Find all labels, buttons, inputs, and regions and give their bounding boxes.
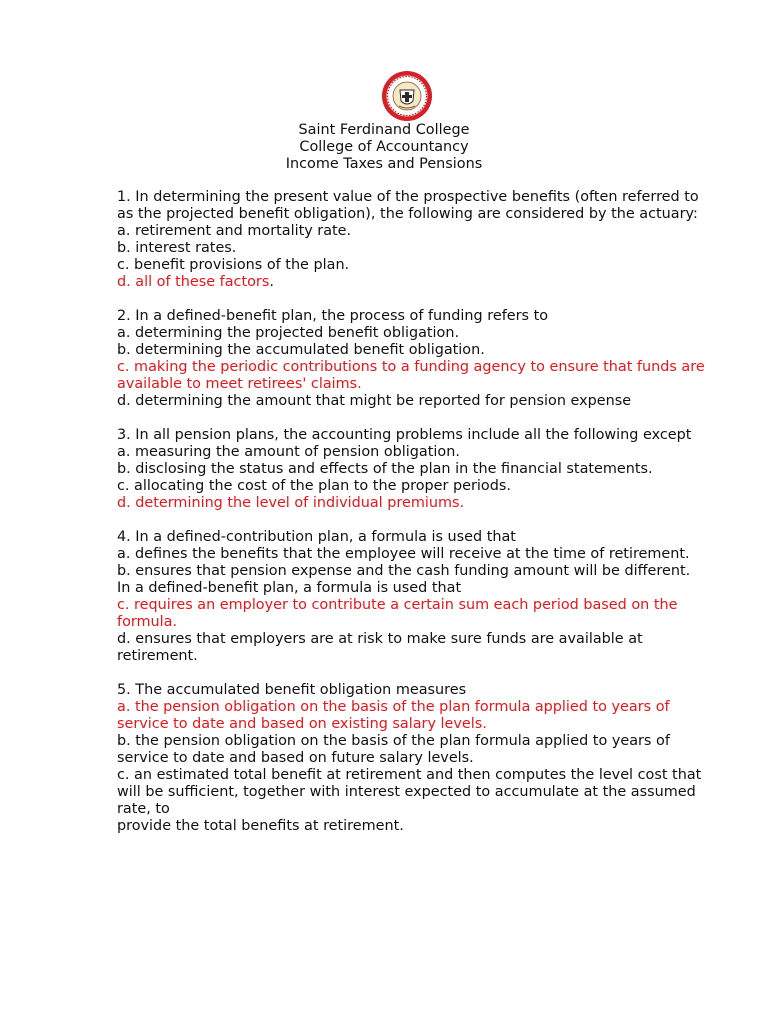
spacer	[117, 291, 717, 308]
question-1-stem: 1. In determining the present value of the prospective benefits (often referred to as the projected benefit obligation), the following are considered by the actuary:	[117, 189, 699, 222]
question-2-stem: 2. In a defined-benefit plan, the process of funding refers to	[117, 308, 549, 324]
spacer	[117, 512, 717, 529]
question-2-answer-line-2: available to meet retirees' claims.	[117, 376, 362, 392]
question-4-option-d: d. ensures that employers are at risk to make sure funds are available at retirement.	[117, 631, 643, 664]
question-3-stem: 3. In all pension plans, the accounting problems include all the following except	[117, 427, 692, 443]
question-1-answer: d. all of these factors	[117, 274, 270, 290]
question-1-answer-tail: .	[269, 274, 274, 290]
question-5-stem: 5. The accumulated benefit obligation measures	[117, 682, 467, 698]
question-2-answer-line-1: c. making the periodic contributions to a funding agency to ensure that funds are	[117, 359, 705, 375]
question-4-option-b: b. ensures that pension expense and the cash funding amount will be different.	[117, 563, 691, 579]
question-2-option-d: d. determining the amount that might be reported for pension expense	[117, 393, 632, 409]
question-5-option-b: b. the pension obligation on the basis of the plan formula applied to years of service to date and based on future salary levels.	[117, 733, 670, 766]
question-2-option-a: a. determining the projected benefit obligation.	[117, 325, 460, 341]
question-5-option-c-line-2: provide the total benefits at retirement.	[117, 818, 404, 834]
question-1-option-c: c. benefit provisions of the plan.	[117, 257, 350, 273]
question-3-option-a: a. measuring the amount of pension obligation.	[117, 444, 460, 460]
question-4-stem: 4. In a defined-contribution plan, a formula is used that	[117, 529, 516, 545]
subject-title: Income Taxes and Pensions	[285, 156, 483, 172]
question-1-option-a: a. retirement and mortality rate.	[117, 223, 352, 239]
spacer	[117, 665, 717, 682]
department-name: College of Accountancy	[299, 139, 469, 155]
question-4-extra-stem: In a defined-benefit plan, a formula is used that	[117, 580, 462, 596]
question-1-option-d	[117, 274, 717, 291]
question-5-answer: a. the pension obligation on the basis of the plan formula applied to years of service to date and based on existing salary levels.	[117, 699, 670, 732]
question-3-option-c: c. allocating the cost of the plan to the proper periods.	[117, 478, 511, 494]
questions-section	[117, 189, 717, 835]
spacer	[117, 410, 717, 427]
question-3-option-b: b. disclosing the status and effects of the plan in the financial statements.	[117, 461, 653, 477]
question-4-answer: c. requires an employer to contribute a certain sum each period based on the formula.	[117, 597, 678, 630]
question-1-option-b: b. interest rates.	[117, 240, 237, 256]
question-4-option-a: a. defines the benefits that the employee will receive at the time of retirement.	[117, 546, 690, 562]
question-2-option-b: b. determining the accumulated benefit obligation.	[117, 342, 485, 358]
document-header	[0, 122, 768, 173]
college-seal-icon	[381, 70, 433, 122]
question-5-option-c-line-1: c. an estimated total benefit at retirement and then computes the level cost that will be sufficient, together with interest expected to accumulate at the assumed rate, to	[117, 767, 702, 817]
college-name: Saint Ferdinand College	[298, 122, 470, 138]
question-3-answer: d. determining the level of individual premiums.	[117, 495, 465, 511]
